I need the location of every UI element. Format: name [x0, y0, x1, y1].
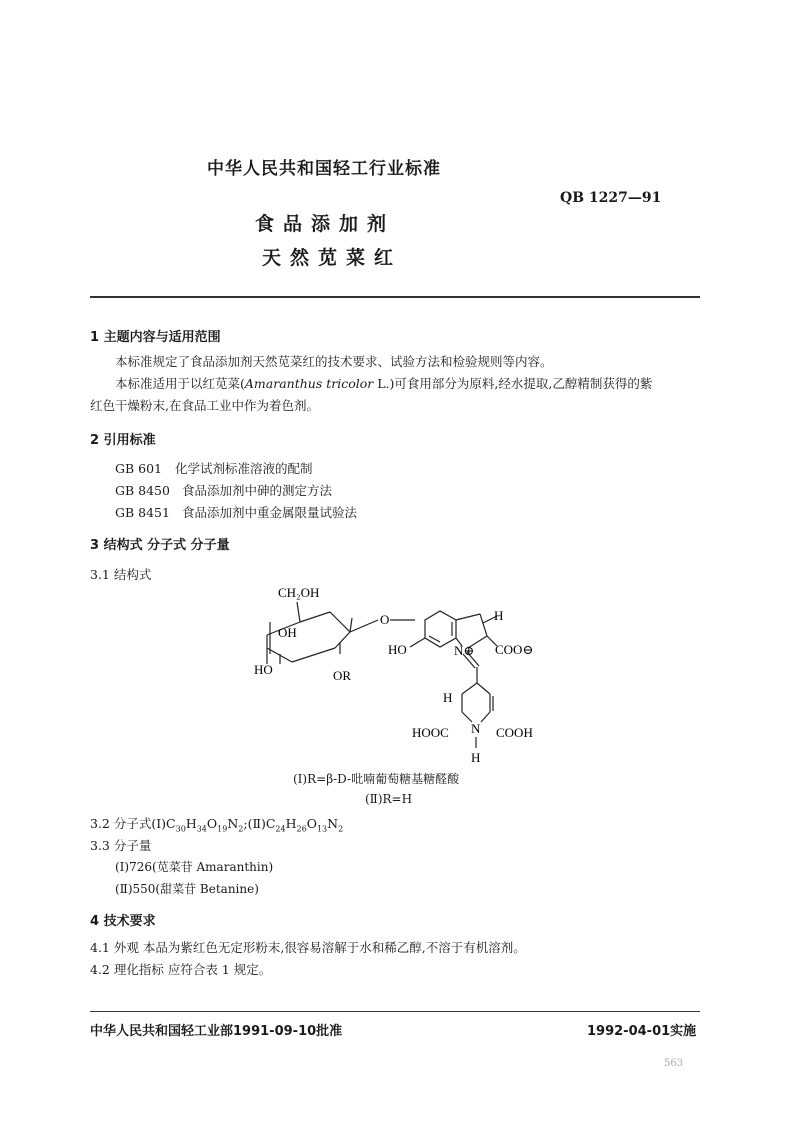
- reference-item: GB 8450 食品添加剂中砷的测定方法: [115, 483, 333, 498]
- section-1-heading: 1 主题内容与适用范围: [90, 330, 221, 345]
- section-2-heading: 2 引用标准: [90, 433, 156, 448]
- label-ho-left: HO: [254, 662, 273, 677]
- section-3-3: 3.3 分子量: [90, 838, 152, 853]
- label-cooh: COOH: [496, 725, 533, 740]
- section-4-1: 4.1 外观 本品为紫红色无定形粉末,很容易溶解于水和稀乙醇,不溶于有机溶剂。: [90, 940, 526, 955]
- formula-note-1: (Ⅰ)R=β-D-吡喃葡萄糖基糖醛酸: [293, 772, 460, 786]
- label-hooc: HOOC: [412, 725, 449, 740]
- section-4-2: 4.2 理化指标 应符合表 1 规定。: [90, 962, 272, 977]
- molecular-weight-ii: (Ⅱ)550(甜菜苷 Betanine): [115, 882, 259, 896]
- title-line-2: 天然苋菜红: [262, 247, 403, 269]
- label-oh: OH: [278, 625, 297, 640]
- section-4-heading: 4 技术要求: [90, 914, 156, 929]
- header-rule: [90, 296, 700, 298]
- approval-line: 中华人民共和国轻工业部1991-09-10批准: [90, 1024, 343, 1039]
- title-line-1: 食品添加剂: [255, 213, 396, 235]
- species-name: Amaranthus tricolor: [244, 376, 374, 391]
- section-3-1-label: 3.1 结构式: [90, 567, 152, 582]
- section-1-para-2-cont: 红色干燥粉末,在食品工业中作为着色剂。: [90, 398, 319, 413]
- section-3-2: 3.2 分子式$(Ⅰ)C_{30}H_{34}O_{19}N_2;(Ⅱ)C_{24}H_{26}O_{13}N_2$: [90, 816, 344, 834]
- standard-code: QB 1227—91: [560, 190, 662, 206]
- implementation-date: 1992-04-01实施: [587, 1024, 697, 1039]
- section-1-para-1: 本标准规定了食品添加剂天然苋菜红的技术要求、试验方法和检验规则等内容。: [115, 354, 553, 369]
- formula-note-2: (Ⅱ)R=H: [365, 792, 413, 806]
- reference-item: GB 8451 食品添加剂中重金属限量试验法: [115, 505, 358, 520]
- label-h-mid: H: [443, 690, 453, 705]
- molecular-weight-i: (Ⅰ)726(苋菜苷 Amaranthin): [115, 860, 274, 874]
- structural-formula: [240, 580, 560, 770]
- label-h-top: H: [494, 608, 504, 623]
- section-3-heading: 3 结构式 分子式 分子量: [90, 538, 230, 553]
- issuing-body: 中华人民共和国轻工行业标准: [207, 159, 441, 179]
- footer-rule: [90, 1011, 700, 1012]
- label-n: N: [471, 721, 481, 736]
- section-1-para-2: 本标准适用于以红苋菜(Amaranthus tricolor L.)可食用部分为原料,经水提取,乙醇精制获得的紫: [115, 376, 653, 391]
- label-o-link: O: [380, 612, 390, 627]
- reference-item: GB 601 化学试剂标准溶液的配制: [115, 461, 313, 476]
- label-or: OR: [333, 668, 352, 683]
- page-number: 563: [664, 1058, 684, 1069]
- label-coo-minus: COO⊖: [495, 642, 534, 657]
- label-n-plus: N⊕: [454, 643, 475, 658]
- label-ch2oh: CH₂OH: [278, 585, 320, 600]
- label-ho-ring: HO: [388, 642, 407, 657]
- label-h-bottom: H: [471, 750, 481, 765]
